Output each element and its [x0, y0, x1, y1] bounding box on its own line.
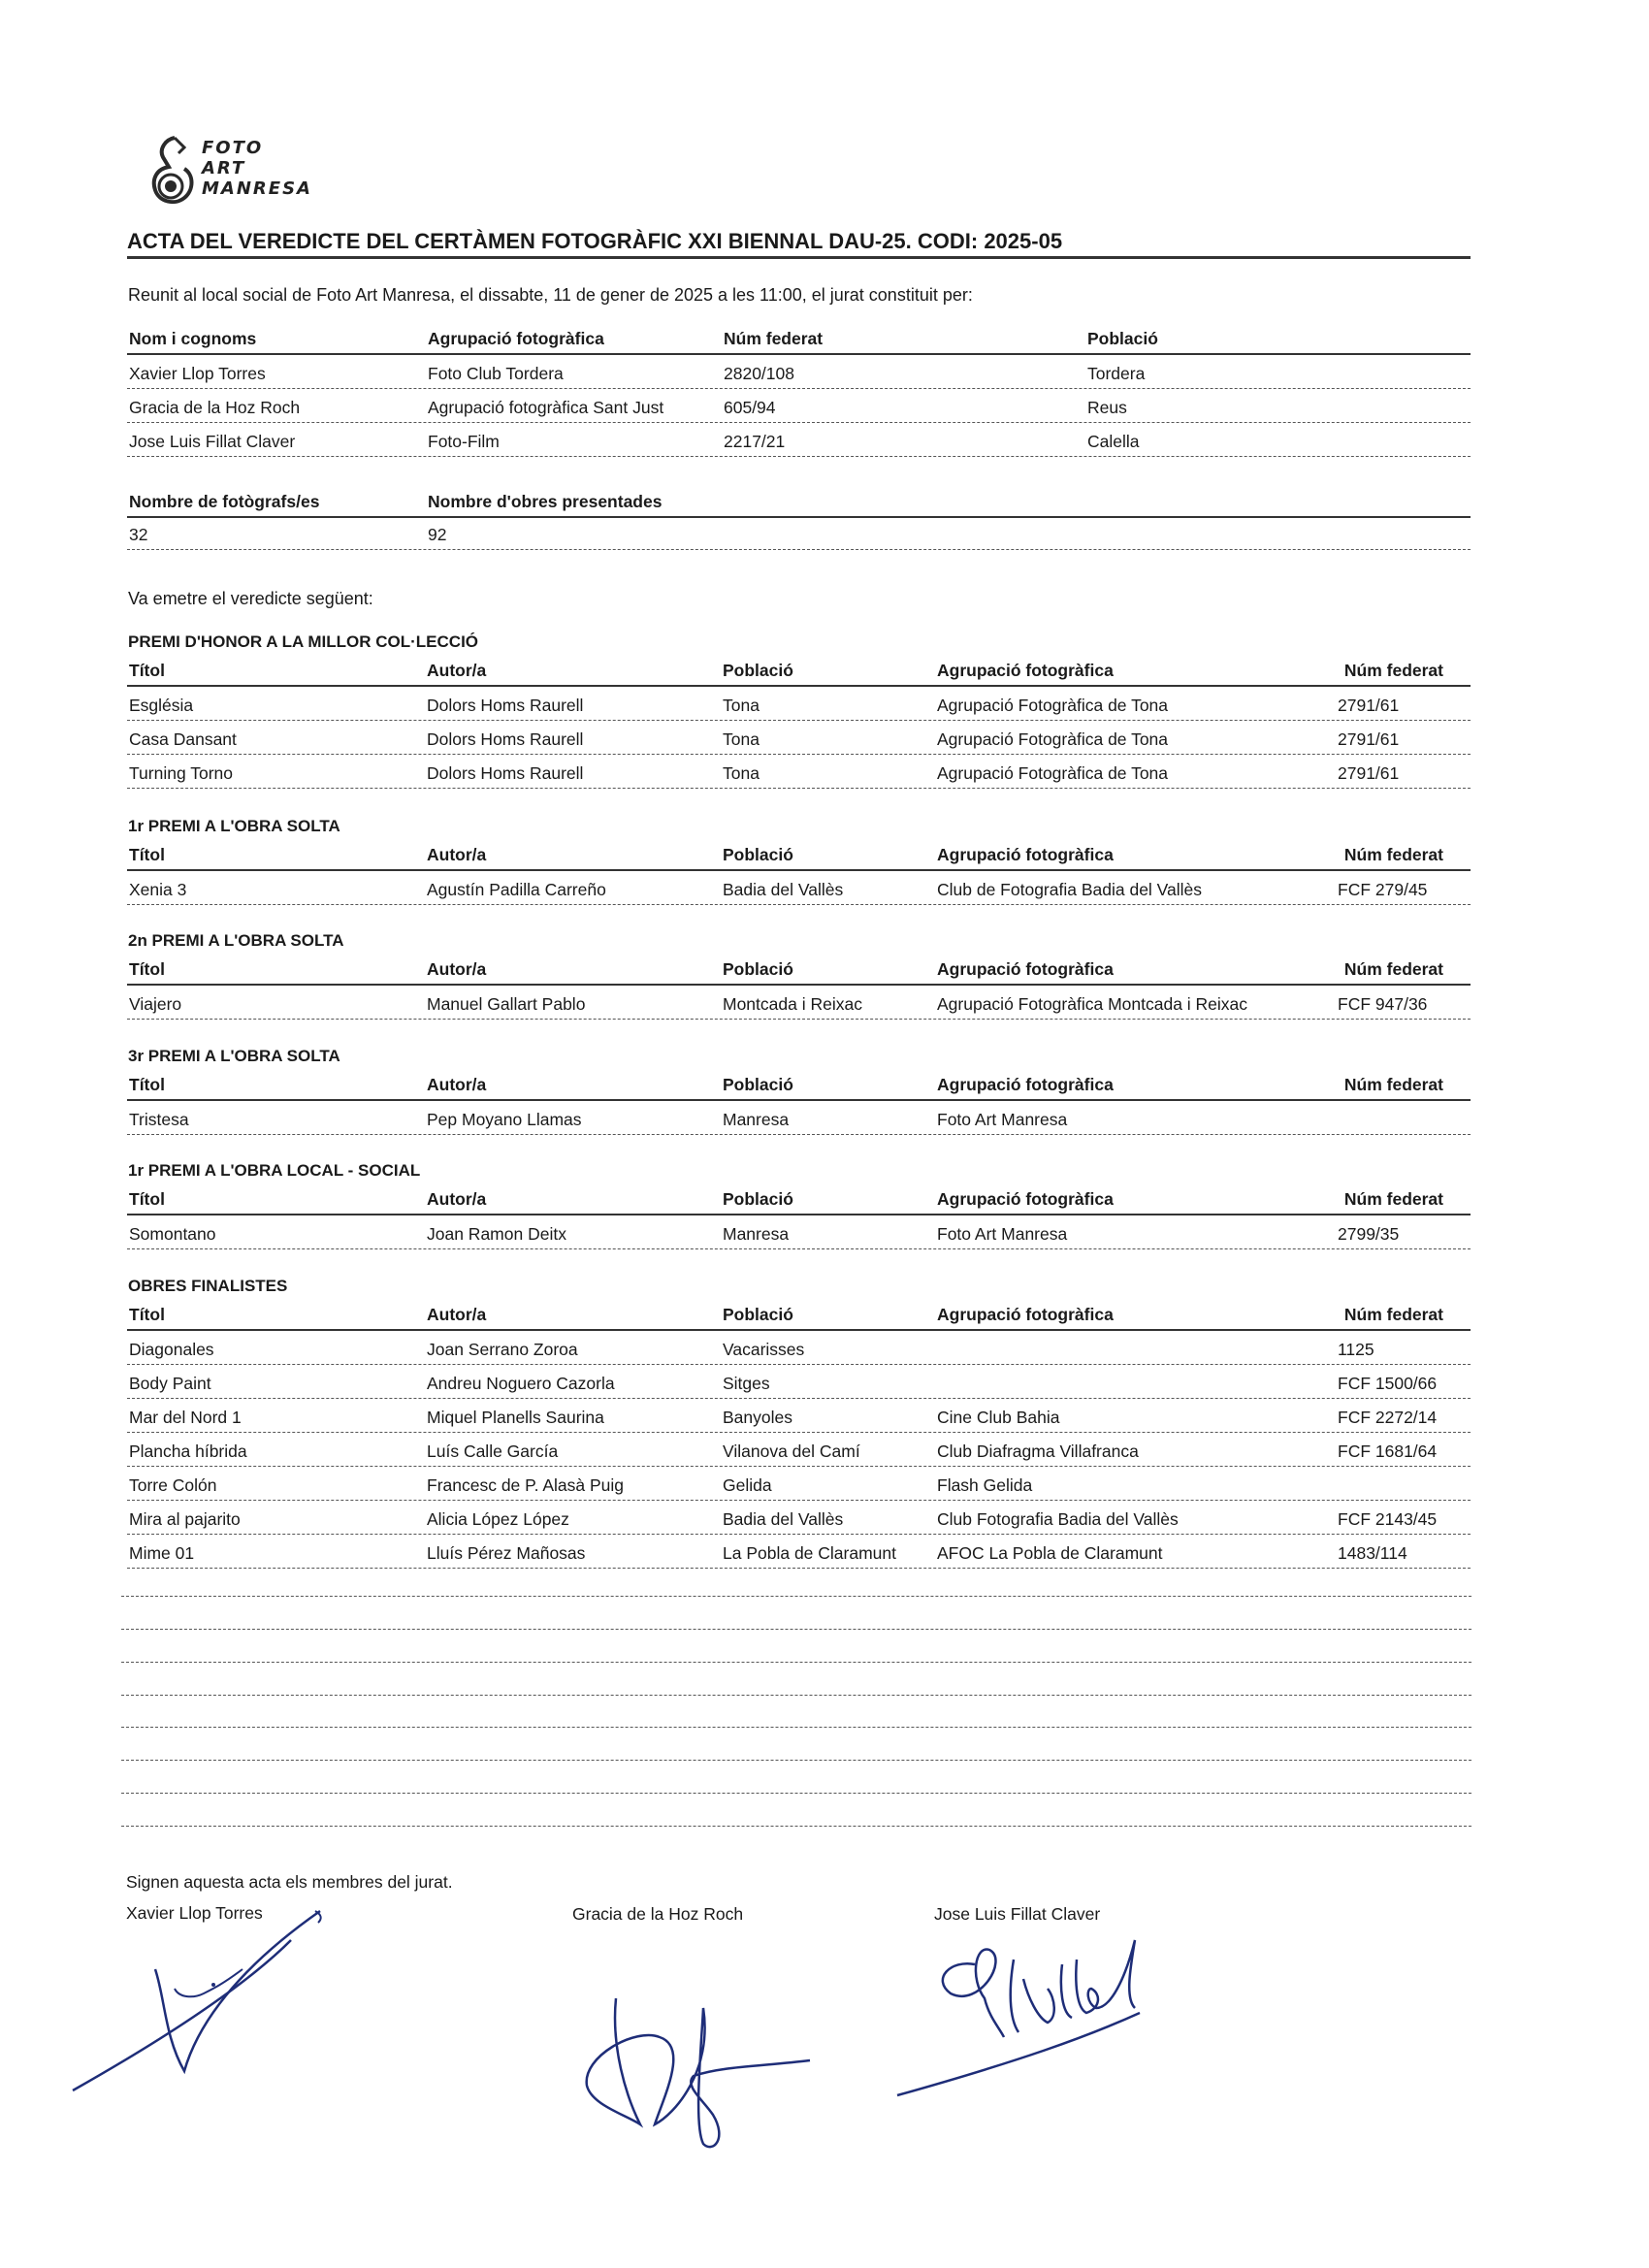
header-work-author: Autor/a [427, 959, 487, 979]
award-row [127, 1467, 1471, 1501]
header-work-title: Títol [129, 1075, 165, 1094]
header-work-club: Agrupació fotogràfica [937, 661, 1114, 680]
signer-name-1: Xavier Llop Torres [126, 1903, 263, 1923]
work-author: Dolors Homs Raurell [427, 729, 584, 749]
award-row [127, 1433, 1471, 1467]
work-title: Mime 01 [129, 1543, 195, 1563]
award-row [127, 1101, 1471, 1135]
awards-table [127, 838, 1471, 905]
jury-row [127, 423, 1471, 457]
header-work-town: Població [723, 1305, 793, 1324]
work-club: Club Fotografia Badia del Vallès [937, 1509, 1179, 1529]
header-work-author: Autor/a [427, 1075, 487, 1094]
works-count-label: Nombre d'obres presentades [428, 492, 663, 511]
awards-header-row [127, 1183, 1471, 1215]
award-row [127, 1365, 1471, 1399]
work-title: Diagonales [129, 1340, 214, 1359]
work-town: Vilanova del Camí [723, 1442, 860, 1461]
work-town: Manresa [723, 1224, 790, 1244]
jury-header-town: Població [1087, 329, 1158, 348]
work-town: Tona [723, 763, 760, 783]
counts-header-row [127, 485, 1471, 518]
work-author: Dolors Homs Raurell [427, 763, 584, 783]
jury-club: Agrupació fotogràfica Sant Just [428, 398, 664, 417]
jury-federat: 605/94 [724, 398, 776, 417]
work-town: Badia del Vallès [723, 1509, 844, 1529]
work-title: Casa Dansant [129, 729, 237, 749]
work-federat: FCF 2143/45 [1338, 1509, 1438, 1529]
work-club: Agrupació Fotogràfica de Tona [937, 763, 1169, 783]
header-work-title: Títol [129, 959, 165, 979]
work-town: Manresa [723, 1110, 790, 1129]
work-author: Joan Ramon Deitx [427, 1224, 566, 1244]
blank-line [121, 1826, 1471, 1827]
blank-line [121, 1760, 1471, 1761]
header-work-club: Agrupació fotogràfica [937, 1075, 1114, 1094]
header-work-town: Població [723, 959, 793, 979]
work-club: Agrupació Fotogràfica de Tona [937, 729, 1169, 749]
jury-federat: 2217/21 [724, 432, 786, 451]
work-author: Joan Serrano Zoroa [427, 1340, 578, 1359]
award-row [127, 1331, 1471, 1365]
header-work-club: Agrupació fotogràfica [937, 959, 1114, 979]
work-federat: 2791/61 [1338, 763, 1400, 783]
blank-line [121, 1695, 1471, 1696]
signature-2 [567, 1979, 858, 2154]
award-row [127, 986, 1471, 1020]
signer-name-2: Gracia de la Hoz Roch [572, 1904, 744, 1924]
header-work-author: Autor/a [427, 845, 487, 864]
work-author: Luís Calle García [427, 1442, 559, 1461]
blank-line [121, 1662, 1471, 1663]
header-work-federat: Núm federat [1343, 1189, 1443, 1209]
work-author: Manuel Gallart Pablo [427, 994, 586, 1014]
work-town: La Pobla de Claramunt [723, 1543, 896, 1563]
work-author: Pep Moyano Llamas [427, 1110, 582, 1129]
awards-header-row [127, 1068, 1471, 1101]
blank-line [121, 1727, 1471, 1728]
work-title: Turning Torno [129, 763, 234, 783]
document-title: ACTA DEL VEREDICTE DEL CERTÀMEN FOTOGRÀFIC XXI BIENNAL DAU-25. CODI: 2025-05 [127, 229, 1471, 259]
work-club: AFOC La Pobla de Claramunt [937, 1543, 1163, 1563]
award-row [127, 1215, 1471, 1249]
blank-line [121, 1629, 1471, 1630]
signature-3 [892, 1921, 1203, 2115]
jury-header-row [127, 322, 1471, 355]
awards-header-row [127, 1298, 1471, 1331]
work-title: Body Paint [129, 1374, 211, 1393]
work-title: Mar del Nord 1 [129, 1408, 242, 1427]
work-club: Cine Club Bahia [937, 1408, 1060, 1427]
work-club: Agrupació Fotogràfica de Tona [937, 696, 1169, 715]
header-work-title: Títol [129, 845, 165, 864]
work-author: Francesc de P. Alasà Puig [427, 1475, 624, 1495]
work-title: Viajero [129, 994, 182, 1014]
awards-header-row [127, 838, 1471, 871]
jury-name: Xavier Llop Torres [129, 364, 266, 383]
header-work-federat: Núm federat [1343, 1305, 1443, 1324]
work-federat: FCF 1500/66 [1338, 1374, 1438, 1393]
logo-line-2: ART [202, 158, 246, 178]
work-club: Flash Gelida [937, 1475, 1033, 1495]
work-club: Club de Fotografia Badia del Vallès [937, 880, 1203, 899]
header-work-town: Població [723, 1075, 793, 1094]
jury-header-club: Agrupació fotogràfica [428, 329, 604, 348]
work-author: Lluís Pérez Mañosas [427, 1543, 586, 1563]
work-club: Foto Art Manresa [937, 1224, 1068, 1244]
signature-1 [68, 1901, 398, 2095]
award-row [127, 1535, 1471, 1569]
award-row [127, 687, 1471, 721]
work-author: Alicia López López [427, 1509, 569, 1529]
jury-club: Foto Club Tordera [428, 364, 564, 383]
work-federat: 2791/61 [1338, 696, 1400, 715]
work-town: Gelida [723, 1475, 772, 1495]
photographers-count: 32 [129, 525, 148, 544]
work-title: Mira al pajarito [129, 1509, 241, 1529]
intro-text: Reunit al local social de Foto Art Manresa, el dissabte, 11 de gener de 2025 a les 11:00, el jurat constituit per: [128, 285, 973, 305]
header-work-town: Població [723, 1189, 793, 1209]
work-title: Torre Colón [129, 1475, 217, 1495]
work-federat: FCF 279/45 [1338, 880, 1428, 899]
jury-header-name: Nom i cognoms [129, 329, 257, 348]
section-title: PREMI D'HONOR A LA MILLOR COL·LECCIÓ [128, 632, 479, 651]
header-work-club: Agrupació fotogràfica [937, 1189, 1114, 1209]
award-row [127, 1399, 1471, 1433]
header-work-town: Població [723, 661, 793, 680]
work-town: Montcada i Reixac [723, 994, 862, 1014]
signatures-intro: Signen aquesta acta els membres del jurat. [126, 1872, 453, 1892]
header-work-author: Autor/a [427, 1189, 487, 1209]
work-author: Agustín Padilla Carreño [427, 880, 606, 899]
header-work-town: Població [723, 845, 793, 864]
jury-header-federat: Núm federat [724, 329, 824, 348]
jury-town: Calella [1087, 432, 1140, 451]
counts-values-row [127, 518, 1471, 550]
logo-line-3: MANRESA [202, 178, 312, 199]
header-work-author: Autor/a [427, 1305, 487, 1324]
work-town: Banyoles [723, 1408, 792, 1427]
counts-table [127, 485, 1471, 550]
jury-name: Jose Luis Fillat Claver [129, 432, 296, 451]
work-club: Club Diafragma Villafranca [937, 1442, 1139, 1461]
logo-line-1: FOTO [202, 138, 264, 158]
header-work-federat: Núm federat [1343, 845, 1443, 864]
work-title: Plancha híbrida [129, 1442, 247, 1461]
section-title: 1r PREMI A L'OBRA LOCAL - SOCIAL [128, 1161, 421, 1180]
header-work-federat: Núm federat [1343, 959, 1443, 979]
header-work-club: Agrupació fotogràfica [937, 1305, 1114, 1324]
work-federat: FCF 1681/64 [1338, 1442, 1438, 1461]
work-town: Vacarisses [723, 1340, 805, 1359]
work-federat: FCF 947/36 [1338, 994, 1428, 1014]
work-club: Foto Art Manresa [937, 1110, 1068, 1129]
work-title: Somontano [129, 1224, 216, 1244]
header-work-title: Títol [129, 1305, 165, 1324]
work-town: Tona [723, 696, 760, 715]
awards-table [127, 1183, 1471, 1249]
awards-header-row [127, 953, 1471, 986]
work-town: Badia del Vallès [723, 880, 844, 899]
header-work-federat: Núm federat [1343, 1075, 1443, 1094]
jury-row [127, 355, 1471, 389]
work-federat: 2799/35 [1338, 1224, 1400, 1244]
work-federat: 2791/61 [1338, 729, 1400, 749]
section-title: 3r PREMI A L'OBRA SOLTA [128, 1047, 340, 1065]
jury-table [127, 322, 1471, 457]
work-title: Xenia 3 [129, 880, 187, 899]
jury-name: Gracia de la Hoz Roch [129, 398, 301, 417]
work-club: Agrupació Fotogràfica Montcada i Reixac [937, 994, 1248, 1014]
header-work-title: Títol [129, 1189, 165, 1209]
awards-header-row [127, 654, 1471, 687]
work-federat: FCF 2272/14 [1338, 1408, 1438, 1427]
jury-town: Reus [1087, 398, 1127, 417]
work-town: Tona [723, 729, 760, 749]
awards-table [127, 654, 1471, 789]
award-row [127, 1501, 1471, 1535]
work-author: Dolors Homs Raurell [427, 696, 584, 715]
work-title: Església [129, 696, 194, 715]
blank-line [121, 1793, 1471, 1794]
work-author: Miquel Planells Saurina [427, 1408, 604, 1427]
header-work-club: Agrupació fotogràfica [937, 845, 1114, 864]
awards-table [127, 1298, 1471, 1569]
work-town: Sitges [723, 1374, 770, 1393]
awards-table [127, 1068, 1471, 1135]
award-row [127, 721, 1471, 755]
award-row [127, 871, 1471, 905]
header-work-title: Títol [129, 661, 165, 680]
photographers-count-label: Nombre de fotògrafs/es [129, 492, 320, 511]
verdict-intro: Va emetre el veredicte següent: [128, 589, 373, 608]
work-author: Andreu Noguero Cazorla [427, 1374, 615, 1393]
award-row [127, 755, 1471, 789]
signer-name-3: Jose Luis Fillat Claver [934, 1904, 1101, 1924]
work-title: Tristesa [129, 1110, 189, 1129]
works-count: 92 [428, 525, 447, 544]
header-work-federat: Núm federat [1343, 661, 1443, 680]
jury-club: Foto-Film [428, 432, 500, 451]
section-title: 2n PREMI A L'OBRA SOLTA [128, 931, 344, 950]
blank-line [121, 1596, 1471, 1597]
work-federat: 1483/114 [1338, 1543, 1407, 1563]
section-title: 1r PREMI A L'OBRA SOLTA [128, 817, 340, 835]
jury-town: Tordera [1087, 364, 1146, 383]
awards-table [127, 953, 1471, 1020]
header-work-author: Autor/a [427, 661, 487, 680]
camera-hand-icon [146, 134, 200, 208]
jury-row [127, 389, 1471, 423]
club-logo [146, 134, 320, 211]
work-federat: 1125 [1338, 1340, 1374, 1359]
section-title: OBRES FINALISTES [128, 1277, 288, 1295]
jury-federat: 2820/108 [724, 364, 794, 383]
